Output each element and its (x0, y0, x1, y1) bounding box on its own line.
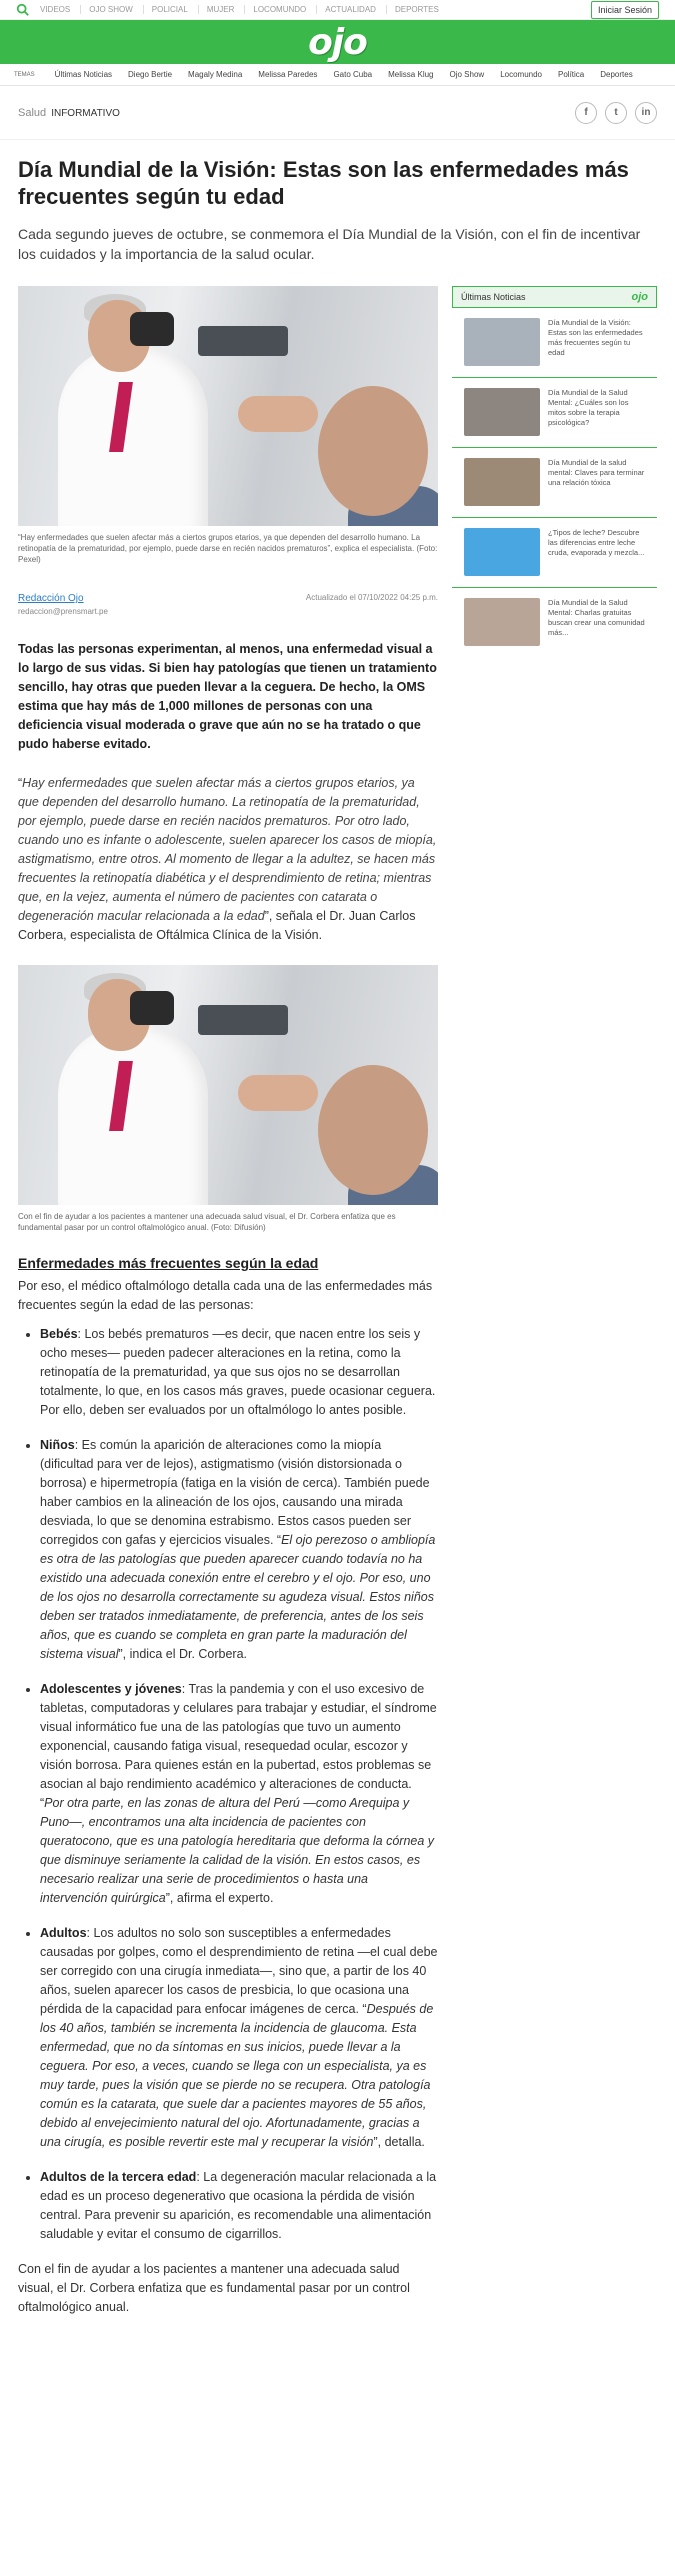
section-label (18, 107, 120, 119)
updated-timestamp: Actualizado el 07/10/2022 04:25 p.m. (305, 593, 438, 602)
sidebar-news-item[interactable] (452, 588, 657, 658)
list-item-quote: El ojo perezoso o ambliopía es otra de las patologías que pueden aparecer cuando todavía no ha existido una adecuada conexión entre el cerebro y el ojo. Por eso, uno de los ojos no desarrolla correctamente su agudeza visual. Estos niños deben ser tratados inmediatamente, de preferencia, antes de los seis años, que es cuando se completa en gran parte la maduración del sistema visual (40, 1533, 436, 1661)
latest-news-sidebar (452, 286, 657, 2317)
news-thumbnail[interactable] (464, 528, 540, 576)
linkedin-icon[interactable]: in (635, 102, 657, 124)
article-final: Con el fin de ayudar a los pacientes a mantener una adecuada salud visual, el Dr. Corbera enfatiza que es fundamental pasar por un control oftalmológico anual. (18, 2262, 410, 2314)
category-melissa-paredes[interactable]: Melissa Paredes (258, 70, 318, 79)
article-subtitle: Cada segundo jueves de octubre, se conmemora el Día Mundial de la Visión, con el fin de incentivar los cuidados y la importancia de la salud ocular. (18, 226, 641, 262)
list-item-label: Adolescentes y jóvenes (40, 1682, 182, 1696)
list-item-quote: Por otra parte, en las zonas de altura del Perú —como Arequipa y Puno—, encontramos una alta incidencia de pacientes con queratocono, que es una patología hereditaria que deforma la córnea y que disminuye seriamente la calidad de la visión. En estos casos, es necesario realizar una serie de procedimientos o hasta una intervención quirúrgica (40, 1796, 435, 1905)
section-row (0, 86, 675, 140)
login-button[interactable]: Iniciar Sesión (591, 1, 659, 19)
top-nav-deportes[interactable]: DEPORTES (386, 5, 439, 14)
news-thumbnail[interactable] (464, 458, 540, 506)
search-icon[interactable] (16, 3, 30, 17)
twitter-icon[interactable]: t (605, 102, 627, 124)
list-item (40, 1436, 438, 1664)
site-logo[interactable]: ojo (308, 21, 367, 63)
list-item-label: Niños (40, 1438, 75, 1452)
news-thumbnail[interactable] (464, 318, 540, 366)
top-nav-videos[interactable]: VIDEOS (40, 5, 71, 14)
top-nav-policial[interactable]: POLICIAL (143, 5, 188, 14)
list-item-quote: Después de los 40 años, también se incrementa la incidencia de glaucoma. Esta enfermedad, que no da síntomas en sus inicios, puede llevar a la ceguera. Por eso, a veces, cuando se llega con un especialista, ya es muy tarde, pues la visión que se pierde no se recupera. Otra patología común es la catarata, que suele dar a pacientes mayores de 55 años, debido al envejecimiento natural del ojo. Afortunadamente, gracias a una cirugía, es posible revertir este mal y recuperar la visión (40, 2002, 434, 2149)
category-deportes[interactable]: Deportes (600, 70, 633, 79)
quote-attrib: ”, señala el Dr. Juan Carlos Corbera, especialista de Oftálmica Clínica de la Visión. (18, 909, 416, 942)
list-item (40, 1680, 438, 1908)
list-item-text: : La degeneración macular relacionada a la edad es un proceso degenerativo que ocasiona la pérdida de visión central. Para prevenir su aparición, es recomendable una alimentación saludable y evitar el consumo de cigarrillos. (40, 2170, 437, 2241)
list-item-after: ”, afirma el experto. (165, 1891, 274, 1905)
sidebar-news-item[interactable] (452, 518, 657, 588)
logo-band (0, 20, 675, 64)
sidebar-header (452, 286, 657, 308)
top-nav-actualidad[interactable]: ACTUALIDAD (316, 5, 376, 14)
age-list (18, 1325, 438, 2244)
top-bar (0, 0, 675, 20)
list-item-label: Adultos (40, 1926, 87, 1940)
news-headline[interactable]: Día Mundial de la Salud Mental: ¿Cuáles son los mitos sobre la terapia psicológica? (548, 388, 629, 427)
news-thumbnail[interactable] (464, 598, 540, 646)
list-item-label: Adultos de la tercera edad (40, 2170, 197, 2184)
list-item-after: ”, indica el Dr. Corbera. (118, 1647, 248, 1661)
category-locomundo[interactable]: Locomundo (500, 70, 542, 79)
news-headline[interactable]: Día Mundial de la Visión: Estas son las enfermedades más frecuentes según tu edad (548, 318, 643, 357)
facebook-icon[interactable]: f (575, 102, 597, 124)
list-item-text: : Los adultos no solo son susceptibles a enfermedades causadas por golpes, como el desprendimiento de retina —el cual debe ser corregido con una cirugía inmediata—, sino que, a partir de los 40 años, suelen aparecer los casos de presbicia, lo que ocasiona una pérdida de la capacidad para enfocar imágenes de cerca. “ (40, 1926, 438, 2016)
news-thumbnail[interactable] (464, 388, 540, 436)
author-link[interactable]: Redacción Ojo (18, 593, 84, 604)
article-body (18, 286, 438, 2317)
category-politica[interactable]: Política (558, 70, 585, 79)
top-nav-mujer[interactable]: MUJER (198, 5, 235, 14)
sidebar-news-item[interactable] (452, 448, 657, 518)
top-nav-ojo-show[interactable]: OJO SHOW (80, 5, 133, 14)
category-ojo-show[interactable]: Ojo Show (449, 70, 485, 79)
list-item (40, 2168, 438, 2244)
author-row (18, 593, 438, 616)
category-magaly-medina[interactable]: Magaly Medina (188, 70, 243, 79)
list-item-text: : Los bebés prematuros —es decir, que nacen entre los seis y ocho meses— pueden padecer alteraciones en la retina, como la retinopatía de la prematuridad, ya que sus ojos no se desarrollan totalmente, lo que, en los casos más graves, puede ocasionar ceguera. Por ello, deben ser evaluados por un oftalmólogo lo antes posible. (40, 1327, 436, 1417)
article-photo-1 (18, 286, 438, 526)
top-nav-locomundo[interactable]: LOCOMUNDO (244, 5, 306, 14)
section-name[interactable]: Salud (18, 106, 47, 119)
list-item (40, 1325, 438, 1420)
photo-caption-1: “Hay enfermedades que suelen afectar más a ciertos grupos etarios, ya que dependen del desarrollo humano. La retinopatía de la prematuridad, por ejemplo, puede darse en recién nacidos prematuros”, explica el especialista. (Foto: Pexel) (18, 533, 438, 564)
list-item-label: Bebés (40, 1327, 78, 1341)
author-email[interactable]: redaccion@prensmart.pe (18, 607, 108, 616)
article-photo-2 (18, 965, 438, 1205)
social-share (575, 102, 657, 124)
section-tag: INFORMATIVO (51, 107, 120, 119)
list-item (40, 1924, 438, 2152)
quote-open: “ (18, 776, 23, 790)
section-heading: Enfermedades más frecuentes según la edad (18, 1255, 319, 1271)
category-nav (0, 64, 675, 86)
top-nav (40, 5, 439, 14)
sidebar-title: Últimas Noticias (461, 292, 526, 302)
category-gato-cuba[interactable]: Gato Cuba (333, 70, 373, 79)
news-headline[interactable]: Día Mundial de la Salud Mental: Charlas gratuitas buscan crear una comunidad más... (548, 598, 645, 637)
sidebar-logo: ojo (631, 291, 648, 303)
news-headline[interactable]: ¿Tipos de leche? Descubre las diferencias entre leche cruda, evaporada y mezcla... (548, 528, 645, 557)
sidebar-news-item[interactable] (452, 308, 657, 378)
article-lead: Todas las personas experimentan, al menos, una enfermedad visual a lo largo de sus vidas. Si bien hay patologías que tienen un tratamiento sencillo, hay otras que pueden llevar a la ceguera. De hecho, la OMS estima que hay más de 1,000 millones de personas con una deficiencia visual moderada o grave que aún no se ha tratado o que pudo haberse evitado. (18, 642, 437, 751)
list-item-text: : Tras la pandemia y con el uso excesivo de tabletas, computadoras y celulares para trabajar y estudiar, el síndrome visual informático fue una de las patologías que tuvo un aumento exponencial, causando fatiga visual, resequedad ocular, escozor y visión borrosa. Para quienes están en la pubertad, estos problemas se asocian al bajo rendimiento académico y alteraciones de conducta. “ (40, 1682, 437, 1810)
news-headline[interactable]: Día Mundial de la salud mental: Claves para terminar una relación tóxica (548, 458, 645, 487)
photo-caption-2: Con el fin de ayudar a los pacientes a mantener una adecuada salud visual, el Dr. Corbera enfatiza que es fundamental pasar por un control oftalmológico anual. (Foto: Difusión) (18, 1212, 396, 1232)
article-title: Día Mundial de la Visión: Estas son las enfermedades más frecuentes según tu edad (18, 157, 629, 209)
category-diego-bertie[interactable]: Diego Bertie (128, 70, 173, 79)
list-item-after: ”, detalla. (373, 2135, 425, 2149)
list-item-text: : Es común la aparición de alteraciones como la miopía (dificultad para ver de lejos), astigmatismo (visión distorsionada o borrosa) e hipermetropía (fatiga en la visión de cerca). También puede haber cambios en la alineación de los ojos, causando una mirada desviada, lo que se denomina estrabismo. Estos casos pueden ser corregidos con gafas y ejercicios visuales. “ (40, 1438, 430, 1547)
sidebar-news-item[interactable] (452, 378, 657, 448)
category-nav-label: TEMAS (14, 71, 35, 78)
article-quote (18, 774, 438, 945)
category-ultimas-noticias[interactable]: Últimas Noticias (54, 70, 113, 79)
category-melissa-klug[interactable]: Melissa Klug (388, 70, 434, 79)
section-intro: Por eso, el médico oftalmólogo detalla cada una de las enfermedades más frecuentes según la edad de las personas: (18, 1279, 433, 1312)
main-content (0, 286, 675, 2317)
quote-text: Hay enfermedades que suelen afectar más a ciertos grupos etarios, ya que dependen del desarrollo humano. La retinopatía de la prematuridad, por ejemplo, puede darse en recién nacidos prematuros. Por otro lado, cuando uno es infante o adolescente, suelen aparecer los casos de miopía, astigmatismo, entre otros. Al momento de llegar a la adultez, se hacen más frecuentes la retinopatía diabética y el desprendimiento de retina; mientras que, en la vejez, aumenta el número de pacientes con catarata o degeneración macular relacionada a la edad (18, 776, 437, 923)
